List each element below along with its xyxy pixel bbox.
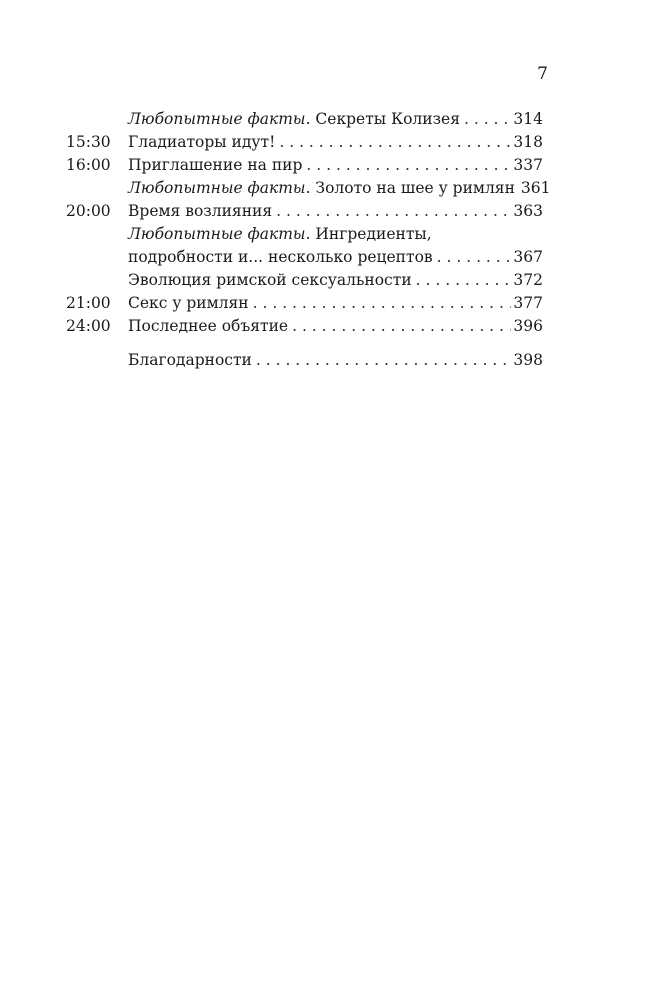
- toc-title: Секс у римлян: [128, 294, 249, 312]
- toc-leader: [437, 246, 512, 269]
- toc-title: Любопытные факты. Золото на шее у римлян: [128, 179, 515, 197]
- toc-page: 363: [513, 202, 543, 220]
- toc-page: 314: [513, 110, 543, 128]
- toc-page: 337: [513, 156, 543, 174]
- toc-time: 21:00: [66, 294, 111, 312]
- toc-title: Эволюция римской сексуальности: [128, 271, 412, 289]
- toc-entry: [0, 315, 660, 338]
- toc-fact-prefix: Любопытные факты: [128, 110, 306, 128]
- table-of-contents: [0, 108, 660, 372]
- toc-title: подробности и... несколько рецептов: [128, 248, 433, 266]
- toc-leader: [276, 200, 511, 223]
- toc-title: Любопытные факты. Секреты Колизея: [128, 110, 460, 128]
- toc-leader: [292, 315, 511, 338]
- toc-entry: [0, 269, 660, 292]
- toc-leader: [253, 292, 512, 315]
- toc-page: 367: [513, 248, 543, 266]
- toc-fact-prefix: Любопытные факты: [128, 179, 306, 197]
- toc-page: 398: [513, 351, 543, 369]
- toc-time: 20:00: [66, 202, 111, 220]
- toc-entry: [0, 108, 660, 131]
- toc-page: 361: [520, 179, 551, 197]
- toc-leader: [306, 154, 511, 177]
- toc-title: Любопытные факты. Ингредиенты,: [128, 225, 432, 243]
- toc-time: 24:00: [66, 317, 111, 335]
- toc-entry: [0, 349, 660, 372]
- toc-entry: [0, 200, 660, 223]
- toc-time: 15:30: [66, 133, 111, 151]
- toc-title: Время возлияния: [128, 202, 273, 220]
- toc-entry: [0, 292, 660, 315]
- toc-leader: [279, 131, 511, 154]
- toc-page: 396: [513, 317, 543, 335]
- toc-leader: [256, 349, 512, 372]
- toc-title: Приглашение на пир: [128, 156, 303, 174]
- toc-entry: [0, 131, 660, 154]
- toc-title: Благодарности: [128, 351, 252, 369]
- toc-entry: [0, 177, 660, 200]
- toc-page: 318: [513, 133, 543, 151]
- toc-leader: [416, 269, 512, 292]
- page-number: 7: [537, 64, 548, 84]
- toc-entry: [0, 223, 660, 246]
- toc-page: 372: [513, 271, 543, 289]
- toc-title: Гладиаторы идут!: [128, 133, 276, 151]
- toc-entry: [0, 246, 660, 269]
- toc-time: 16:00: [66, 156, 111, 174]
- toc-leader: [464, 108, 511, 131]
- toc-title: Последнее объятие: [128, 317, 289, 335]
- toc-fact-prefix: Любопытные факты: [128, 225, 306, 243]
- toc-page: 377: [513, 294, 543, 312]
- toc-entry: [0, 154, 660, 177]
